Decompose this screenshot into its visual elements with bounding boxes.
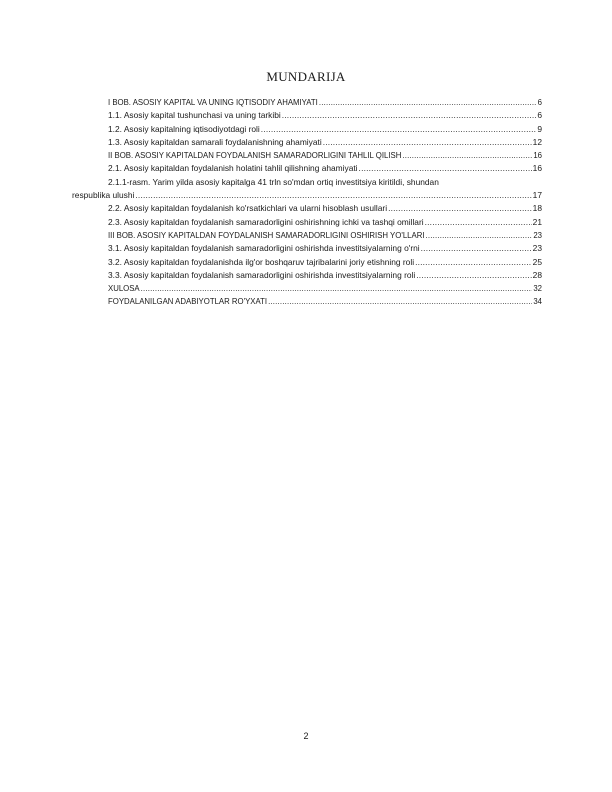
toc-entry[interactable] (108, 149, 542, 162)
toc-entry-text: 1.3. Asosiy kapitaldan samarali foydalanishning ahamiyati (108, 136, 322, 147)
toc-leader (268, 295, 532, 308)
toc-entry[interactable] (108, 269, 542, 282)
toc-entry-page: 6 (537, 110, 542, 121)
toc-entry-page: 12 (532, 136, 542, 147)
toc-entry-page: 34 (533, 297, 542, 307)
toc-entry-page: 28 (532, 269, 542, 280)
toc-leader (135, 189, 531, 202)
toc-entry-page: 18 (532, 203, 542, 214)
toc-leader (421, 242, 532, 255)
toc-entry-page: 23 (532, 243, 542, 254)
toc-leader (425, 216, 532, 229)
toc-leader (402, 149, 532, 162)
toc-leader (359, 162, 532, 175)
toc-entry-page: 32 (533, 284, 542, 294)
toc-entry-text: respublika ulushi (72, 190, 135, 201)
toc-entry[interactable] (108, 256, 542, 269)
toc-entry-page: 6 (537, 98, 542, 107)
toc-entry-page: 9 (537, 123, 542, 134)
toc-entry[interactable] (108, 162, 542, 175)
toc-entry-text: 3.1. Asosiy kapitaldan foydalanish samaradorligini oshirishda investitsiyalarning o'rni (108, 243, 420, 254)
toc-leader (416, 269, 531, 282)
toc-entry-text: 2.2. Asosiy kapitaldan foydalanish ko'rsatkichlari va ularni hisoblash usullari (108, 203, 388, 214)
toc-entry-text: 1.2. Asosiy kapitalning iqtisodiyotdagi roli (108, 123, 260, 134)
table-of-contents (72, 96, 542, 309)
toc-entry-text: II BOB. ASOSIY KAPITALDAN FOYDALANISH SAMARADORLIGINI TAHLIL QILISH (108, 151, 402, 161)
toc-leader (319, 96, 537, 109)
toc-entry-text: I BOB. ASOSIY KAPITAL VA UNING IQTISODIY AHAMIYATI (108, 98, 318, 107)
toc-leader (426, 229, 533, 242)
toc-leader (261, 123, 537, 136)
toc-entry[interactable] (108, 202, 542, 215)
toc-entry-text: 2.1.1-rasm. Yarim yilda asosiy kapitalga 41 trln so'mdan ortiq investitsiya kiritildi, shundan (108, 176, 439, 187)
toc-leader (388, 202, 532, 215)
toc-entry[interactable] (108, 229, 542, 242)
toc-entry-page: 17 (532, 190, 542, 201)
page-title: MUNDARIJA (266, 69, 346, 84)
toc-entry-text: 3.3. Asosiy kapitaldan foydalanish samaradorligini oshirishda investitsiyalarning roli (108, 269, 416, 280)
page-number: 2 (303, 731, 309, 741)
toc-entry-text: III BOB. ASOSIY KAPITALDAN FOYDALANISH SAMARADORLIGINI OSHIRISH YO'LLARI (108, 230, 425, 240)
toc-entry-page: 25 (532, 256, 542, 267)
toc-entry-text: XULOSA (108, 284, 140, 294)
toc-leader (415, 256, 532, 269)
toc-entry[interactable] (108, 216, 542, 229)
toc-entry-text: 3.2. Asosiy kapitaldan foydalanishda ilg'or boshqaruv tajribalarini joriy etishning roli (108, 256, 415, 267)
toc-leader (323, 136, 532, 149)
toc-entry[interactable] (108, 109, 542, 122)
toc-entry-text: 1.1. Asosiy kapital tushunchasi va uning tarkibi (108, 110, 281, 121)
toc-entry[interactable] (108, 282, 542, 295)
toc-entry[interactable] (108, 295, 542, 308)
toc-entry[interactable] (108, 123, 542, 136)
toc-entry[interactable] (108, 136, 542, 149)
toc-entry-page: 21 (532, 216, 542, 227)
toc-entry[interactable] (108, 242, 542, 255)
toc-leader (282, 109, 537, 122)
toc-entry-page: 16 (532, 163, 542, 174)
toc-leader (141, 282, 533, 295)
toc-entry-text: 2.3. Asosiy kapitaldan foydalanish samaradorligini oshirishning ichki va tashqi omillari (108, 216, 424, 227)
toc-entry-page: 23 (533, 230, 542, 240)
toc-entry-text: 2.1. Asosiy kapitaldan foydalanish holatini tahlil qilishning ahamiyati (108, 163, 358, 174)
toc-entry-text: FOYDALANILGAN ADABIYOTLAR RO'YXATI (108, 297, 268, 307)
toc-entry-continuation (72, 189, 542, 202)
toc-entry-wrapped[interactable] (72, 176, 542, 203)
toc-entry-page: 16 (533, 151, 542, 161)
toc-entry[interactable] (108, 96, 542, 109)
